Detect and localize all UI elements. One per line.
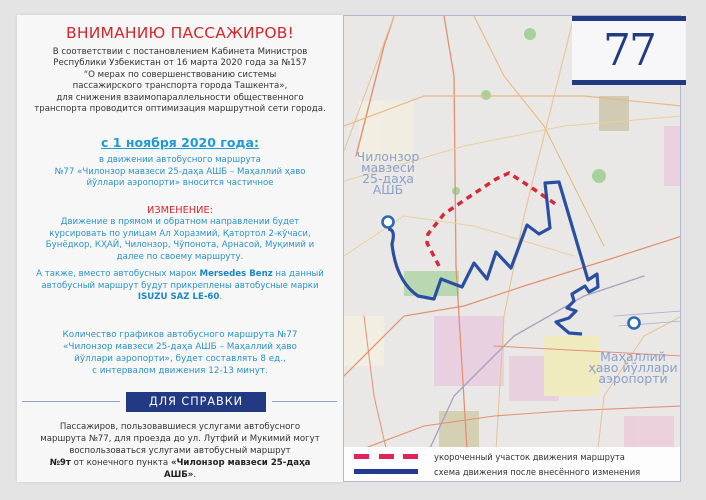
route-line: в движении автобусного маршрута [99, 155, 261, 165]
notice-panel [17, 15, 343, 482]
bus-text-part: на данный [272, 269, 324, 279]
reference-heading: ДЛЯ СПРАВКИ [126, 392, 266, 412]
intro-line: для снижения взаимопараллельности общественного [56, 92, 304, 103]
change-line: Движение в прямом и обратном направлении будет [60, 217, 300, 227]
dashed-line-icon [351, 449, 431, 465]
bus-line: автобусный маршрут будут прикреплены автобусные марки [41, 280, 319, 291]
legend-label: укороченный участок движения маршрута [434, 452, 625, 462]
intro-line: пассажирского транспорта города Ташкента», [72, 81, 288, 92]
reference-mid: от конечного пункта [70, 458, 171, 468]
bus-line [17, 269, 343, 281]
route-line: йўллари аэропорти» вносится частичное [86, 178, 274, 189]
reference-line [17, 469, 343, 481]
start-label-line: Чилонзор [356, 149, 420, 164]
route-number-box [572, 16, 686, 85]
schedule-line: Количество графиков автобусного маршрута №77 [62, 330, 298, 340]
legend-item-new-route [344, 464, 680, 480]
legend-item-shortened [344, 449, 680, 465]
route-number-top-bar [572, 16, 686, 21]
solid-line-icon [351, 464, 431, 480]
intro-line: Республики Узбекистан от 16 марта 2020 года за №157 [53, 58, 307, 69]
reference-route: №9т [49, 458, 71, 468]
schedule-line: йўллари аэропорти», будет составлять 8 ед., [74, 354, 286, 364]
intro-text [17, 47, 343, 115]
reference-line: маршрута №77, для проезда до ул. Лутфий и Мукимий могут [40, 434, 320, 444]
start-stop-marker [383, 217, 394, 228]
start-label-line: мавзеси [361, 160, 415, 175]
end-stop-marker [629, 318, 640, 329]
change-heading: ИЗМЕНЕНИЕ: [147, 205, 213, 216]
divider-left [22, 401, 120, 402]
reference-line [17, 457, 343, 469]
schedule-line: с интервалом движения 12-13 минут. [92, 366, 268, 376]
route-map[interactable] [343, 15, 681, 482]
notice-title: ВНИМАНИЮ ПАССАЖИРОВ! [66, 24, 294, 42]
start-stop-label [345, 151, 431, 195]
route-text [17, 155, 343, 190]
intro-line: “О мерах по совершенствованию системы [83, 69, 277, 80]
brand-old: Mersedes Benz [199, 269, 273, 279]
reference-end: . [193, 470, 197, 480]
schedule-text [17, 329, 343, 377]
start-label-line: АШБ [372, 182, 404, 197]
reference-stop-end: АШБ» [163, 470, 194, 480]
reference-stop: «Чилонзор мавзеси 25-даҳа [170, 458, 311, 468]
intro-line: В соответствии с постановлением Кабинета Министров [52, 47, 308, 57]
end-stop-label [584, 351, 681, 384]
end-label-line: Маҳаллий [600, 349, 666, 364]
reference-line: Пассажиров, пользовавшиеся услугами автобусного [59, 422, 301, 432]
bus-line [17, 292, 343, 304]
route-number: 77 [603, 25, 655, 76]
map-legend [344, 447, 680, 481]
change-line: далее по своему маршруту. [116, 251, 244, 262]
change-text [17, 217, 343, 263]
intro-line: транспорта проводится оптимизация маршрутной сети города. [34, 104, 326, 115]
divider-right [272, 401, 337, 402]
bus-text-part: А также, вместо автобусных марок [36, 269, 200, 279]
date-heading: с 1 ноября 2020 года: [101, 135, 259, 150]
reference-text [17, 421, 343, 481]
schedule-line: «Чилонзор мавзеси 25-даҳа АШБ – Маҳаллий ҳаво [63, 342, 297, 352]
bus-text-part: . [219, 292, 223, 303]
bus-brand-text [17, 269, 343, 304]
route-number-bottom-bar [572, 80, 686, 85]
end-label-line: аэропорти [598, 371, 668, 386]
change-line: курсировать по улицам Ал Хоразмий, Қатортол 2-кўчаси, [49, 228, 311, 239]
map-graphic [344, 16, 681, 482]
reference-line: воспользоваться услугами автобусный маршрут [69, 446, 291, 456]
legend-label: схема движения после внесённого изменения [434, 467, 641, 477]
brand-new: ISUZU SAZ LE-60 [137, 292, 220, 303]
route-line: №77 «Чилонзор мавзеси 25-даҳа АШБ – Маҳаллий ҳаво [54, 166, 306, 177]
end-label-line: ҳаво йўллари [588, 360, 678, 375]
change-line: Бунёдкор, КҲАЙ, Чилонзор, Чўпонота, Арнасой, Муқимий и [45, 240, 315, 251]
start-label-line: 25-даҳа [362, 171, 414, 186]
